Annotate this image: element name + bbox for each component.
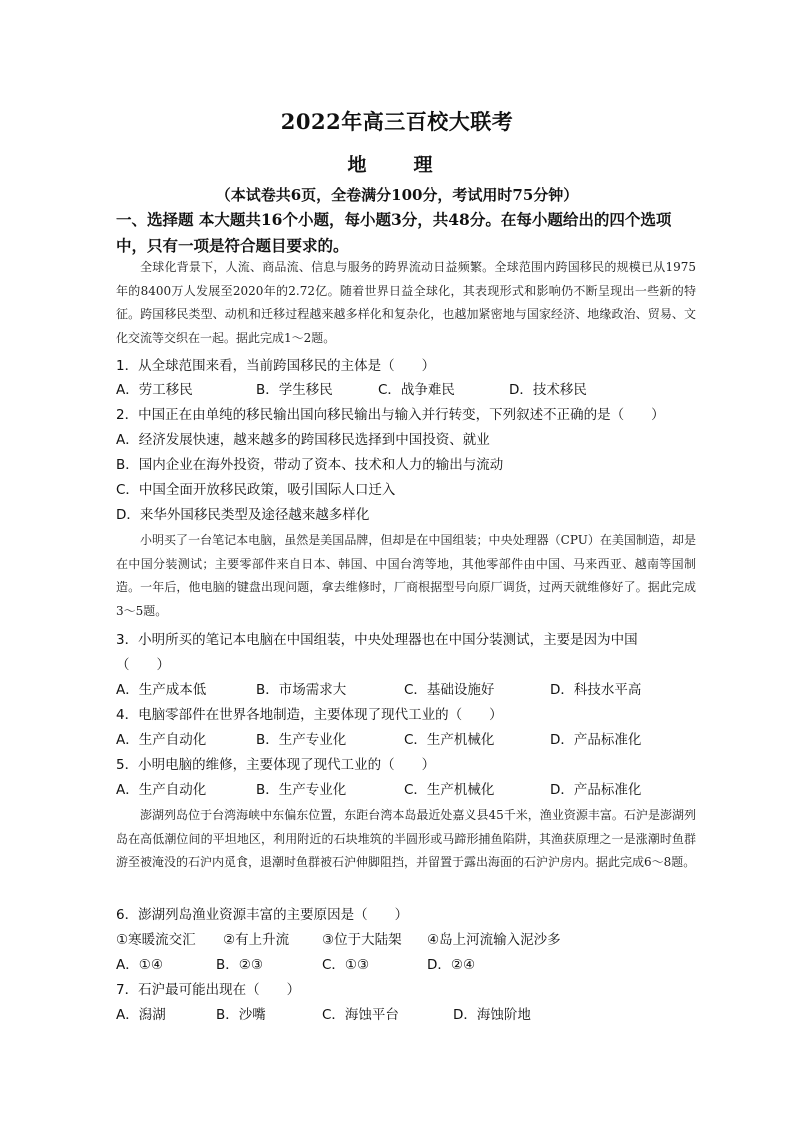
question-1-option-d[interactable]: D．技术移民	[509, 382, 587, 398]
question-6-options	[116, 954, 696, 976]
question-3-stem: 3．小明所买的笔记本电脑在中国组装，中央处理器也在中国分装测试，主要是因为中国	[116, 632, 638, 648]
question-4-option-b[interactable]: B．生产专业化	[256, 732, 347, 748]
question-7-option-b[interactable]: B．沙嘴	[216, 1007, 266, 1023]
question-1-option-b[interactable]: B．学生移民	[256, 382, 333, 398]
section-heading: 一、选择题 本大题共16个小题，每小题3分，共48分。在每小题给出的四个选项中，只有一项是符合题目要求的。	[116, 210, 672, 255]
question-6-item-4: ④岛上河流输入泥沙多	[427, 932, 561, 948]
exam-subject: 地 理	[347, 154, 447, 176]
question-2-option-c[interactable]: C．中国全面开放移民政策，吸引国际人口迁入	[116, 482, 396, 498]
question-4-options	[116, 729, 696, 751]
question-6-item-1: ①寒暖流交汇	[116, 932, 196, 948]
question-7-option-c[interactable]: C．海蚀平台	[322, 1007, 399, 1023]
question-5-option-c[interactable]: C．生产机械化	[404, 782, 495, 798]
passage-3: 澎湖列岛位于台湾海峡中东偏东位置，东距台湾本岛最近处嘉义县45千米，渔业资源丰富。石沪是澎湖列岛在高低潮位间的平坦地区，利用附近的石块堆筑的半圆形或马蹄形捕鱼陷阱，其渔获原理之一是涨潮时鱼群游至被淹没的石沪内觅食，退潮时鱼群被石沪伸脚阻挡，并留置于露出海面的石沪沪房内。据此完成6～8题。	[116, 808, 696, 869]
question-7-option-d[interactable]: D．海蚀阶地	[453, 1007, 531, 1023]
question-6-option-a[interactable]: A．①④	[116, 957, 163, 973]
question-3-option-c[interactable]: C．基础设施好	[404, 682, 495, 698]
question-7-option-a[interactable]: A．潟湖	[116, 1007, 166, 1023]
exam-note: （本试卷共6页，全卷满分100分，考试用时75分钟）	[215, 186, 579, 204]
question-1-stem: 1．从全球范围来看，当前跨国移民的主体是（ ）	[116, 358, 436, 374]
question-3-option-a[interactable]: A．生产成本低	[116, 682, 207, 698]
question-1-option-c[interactable]: C．战争难民	[378, 382, 455, 398]
question-3-option-b[interactable]: B．市场需求大	[256, 682, 347, 698]
question-4-option-d[interactable]: D．产品标准化	[550, 732, 642, 748]
question-2-option-d[interactable]: D．来华外国移民类型及途径越来越多样化	[116, 507, 370, 523]
question-5-stem: 5．小明电脑的维修，主要体现了现代工业的（ ）	[116, 757, 436, 773]
question-6-option-c[interactable]: C．①③	[322, 957, 370, 973]
question-5-option-d[interactable]: D．产品标准化	[550, 782, 642, 798]
question-4-stem: 4．电脑零部件在世界各地制造，主要体现了现代工业的（ ）	[116, 707, 503, 723]
question-2-option-b[interactable]: B．国内企业在海外投资，带动了资本、技术和人力的输出与流动	[116, 457, 504, 473]
question-6-option-b[interactable]: B．②③	[216, 957, 263, 973]
exam-title: 2022年高三百校大联考	[280, 109, 514, 134]
question-1-options	[116, 379, 696, 401]
question-7-stem: 7．石沪最可能出现在（ ）	[116, 982, 301, 998]
question-7-options	[116, 1004, 696, 1026]
question-6-item-3: ③位于大陆架	[322, 932, 402, 948]
question-6-items	[116, 929, 696, 951]
question-5-option-b[interactable]: B．生产专业化	[256, 782, 347, 798]
question-6-item-2: ②有上升流	[223, 932, 290, 948]
question-2-stem: 2．中国正在由单纯的移民输出国向移民输出与输入并行转变，下列叙述不正确的是（ ）	[116, 407, 665, 423]
passage-2: 小明买了一台笔记本电脑，虽然是美国品牌，但却是在中国组装；中央处理器（CPU）在美国制造，却是在中国分装测试；主要零部件来自日本、韩国、中国台湾等地，其他零部件由中国、马来西亚、越南等国制造。一年后，他电脑的键盘出现问题，拿去维修时，厂商根据型号向原厂调货，过两天就维修好了。据此完成3～5题。	[116, 533, 696, 618]
question-6-stem: 6．澎湖列岛渔业资源丰富的主要原因是（ ）	[116, 907, 409, 923]
question-1-option-a[interactable]: A．劳工移民	[116, 382, 193, 398]
question-2-option-a[interactable]: A．经济发展快速，越来越多的跨国移民选择到中国投资、就业	[116, 432, 490, 448]
question-3-options	[116, 679, 696, 701]
passage-1: 全球化背景下，人流、商品流、信息与服务的跨界流动日益频繁。全球范围内跨国移民的规模已从1975年的8400万人发展至2020年的2.72亿。随着世界日益全球化，其表现形式和影响仍不断呈现出一些新的特征。跨国移民类型、动机和迁移过程越来越多样化和复杂化，也越加紧密地与国家经济、地缘政治、贸易、文化交流等交织在一起。据此完成1～2题。	[116, 260, 696, 345]
question-5-option-a[interactable]: A．生产自动化	[116, 782, 207, 798]
question-5-options	[116, 779, 696, 801]
question-4-option-a[interactable]: A．生产自动化	[116, 732, 207, 748]
question-3-option-d[interactable]: D．科技水平高	[550, 682, 642, 698]
question-4-option-c[interactable]: C．生产机械化	[404, 732, 495, 748]
question-6-option-d[interactable]: D．②④	[427, 957, 476, 973]
question-3-stem-bracket: （ ）	[116, 657, 170, 673]
